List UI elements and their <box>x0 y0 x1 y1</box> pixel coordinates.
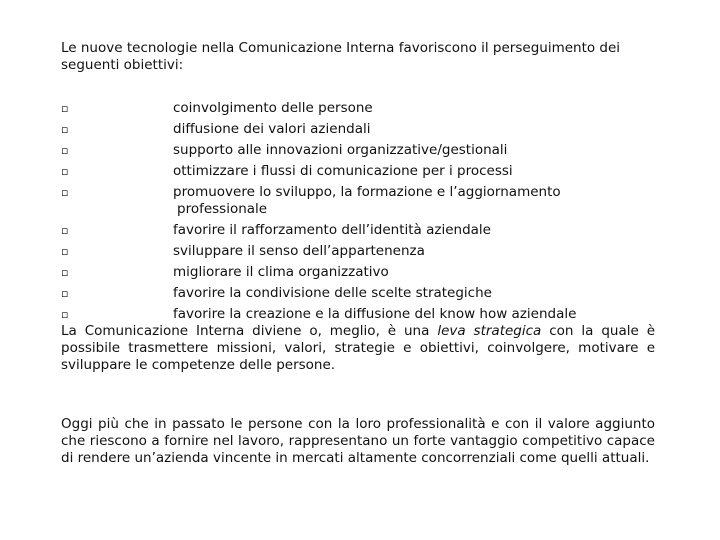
paragraph1-before: La Comunicazione Interna diviene o, meglio, è una <box>61 323 438 339</box>
paragraph1-emphasis: leva strategica <box>437 323 542 339</box>
list-item-text: favorire la creazione e la diffusione del know how aziendale <box>173 306 577 322</box>
square-bullet-icon: ▫ <box>61 224 69 237</box>
list-item <box>61 285 655 302</box>
list-item-text: coinvolgimento delle persone <box>173 100 373 116</box>
square-bullet-icon: ▫ <box>61 165 69 178</box>
paragraph-leva-strategica <box>61 323 655 374</box>
square-bullet-icon: ▫ <box>61 186 69 199</box>
square-bullet-icon: ▫ <box>61 266 69 279</box>
list-item-text: sviluppare il senso dell’appartenenza <box>173 243 425 259</box>
square-bullet-icon: ▫ <box>61 123 69 136</box>
square-bullet-icon: ▫ <box>61 287 69 300</box>
list-item <box>61 264 655 281</box>
list-item-text: favorire il rafforzamento dell’identità aziendale <box>173 222 491 238</box>
paragraph1-after: con la quale è possibile trasmettere missioni, valori, strategie e obiettivi, coinvolgere, motivare e sviluppare le competenze delle persone. <box>61 323 655 373</box>
list-item-text: favorire la condivisione delle scelte strategiche <box>173 285 492 301</box>
square-bullet-icon: ▫ <box>61 144 69 157</box>
list-item <box>61 121 655 138</box>
list-item-text: migliorare il clima organizzativo <box>173 264 389 280</box>
list-item <box>61 243 655 260</box>
list-item <box>61 306 655 323</box>
list-item-text: promuovere lo sviluppo, la formazione e l’aggiornamento <box>173 184 561 200</box>
list-item <box>61 222 655 239</box>
square-bullet-icon: ▫ <box>61 245 69 258</box>
square-bullet-icon: ▫ <box>61 308 69 321</box>
list-item <box>61 163 655 180</box>
list-item-text: supporto alle innovazioni organizzative/gestionali <box>173 142 508 158</box>
square-bullet-icon: ▫ <box>61 102 69 115</box>
list-item-text: ottimizzare i flussi di comunicazione per i processi <box>173 163 513 179</box>
list-item <box>61 100 655 117</box>
objectives-list <box>61 100 655 323</box>
list-item-text: diffusione dei valori aziendali <box>173 121 371 137</box>
list-item <box>61 142 655 159</box>
list-item-continuation: professionale <box>177 201 268 217</box>
list-item <box>61 184 655 218</box>
document-page <box>61 40 655 467</box>
intro-text: Le nuove tecnologie nella Comunicazione Interna favoriscono il perseguimento dei seguenti obiettivi: <box>61 40 621 73</box>
paragraph-vantaggio-competitivo: Oggi più che in passato le persone con la loro professionalità e con il valore aggiunto che riescono a fornire nel lavoro, rappresentano un forte vantaggio competitivo capace di rendere un’azienda vincente in mercati altamente concorrenziali come quelli attuali. <box>61 416 655 466</box>
